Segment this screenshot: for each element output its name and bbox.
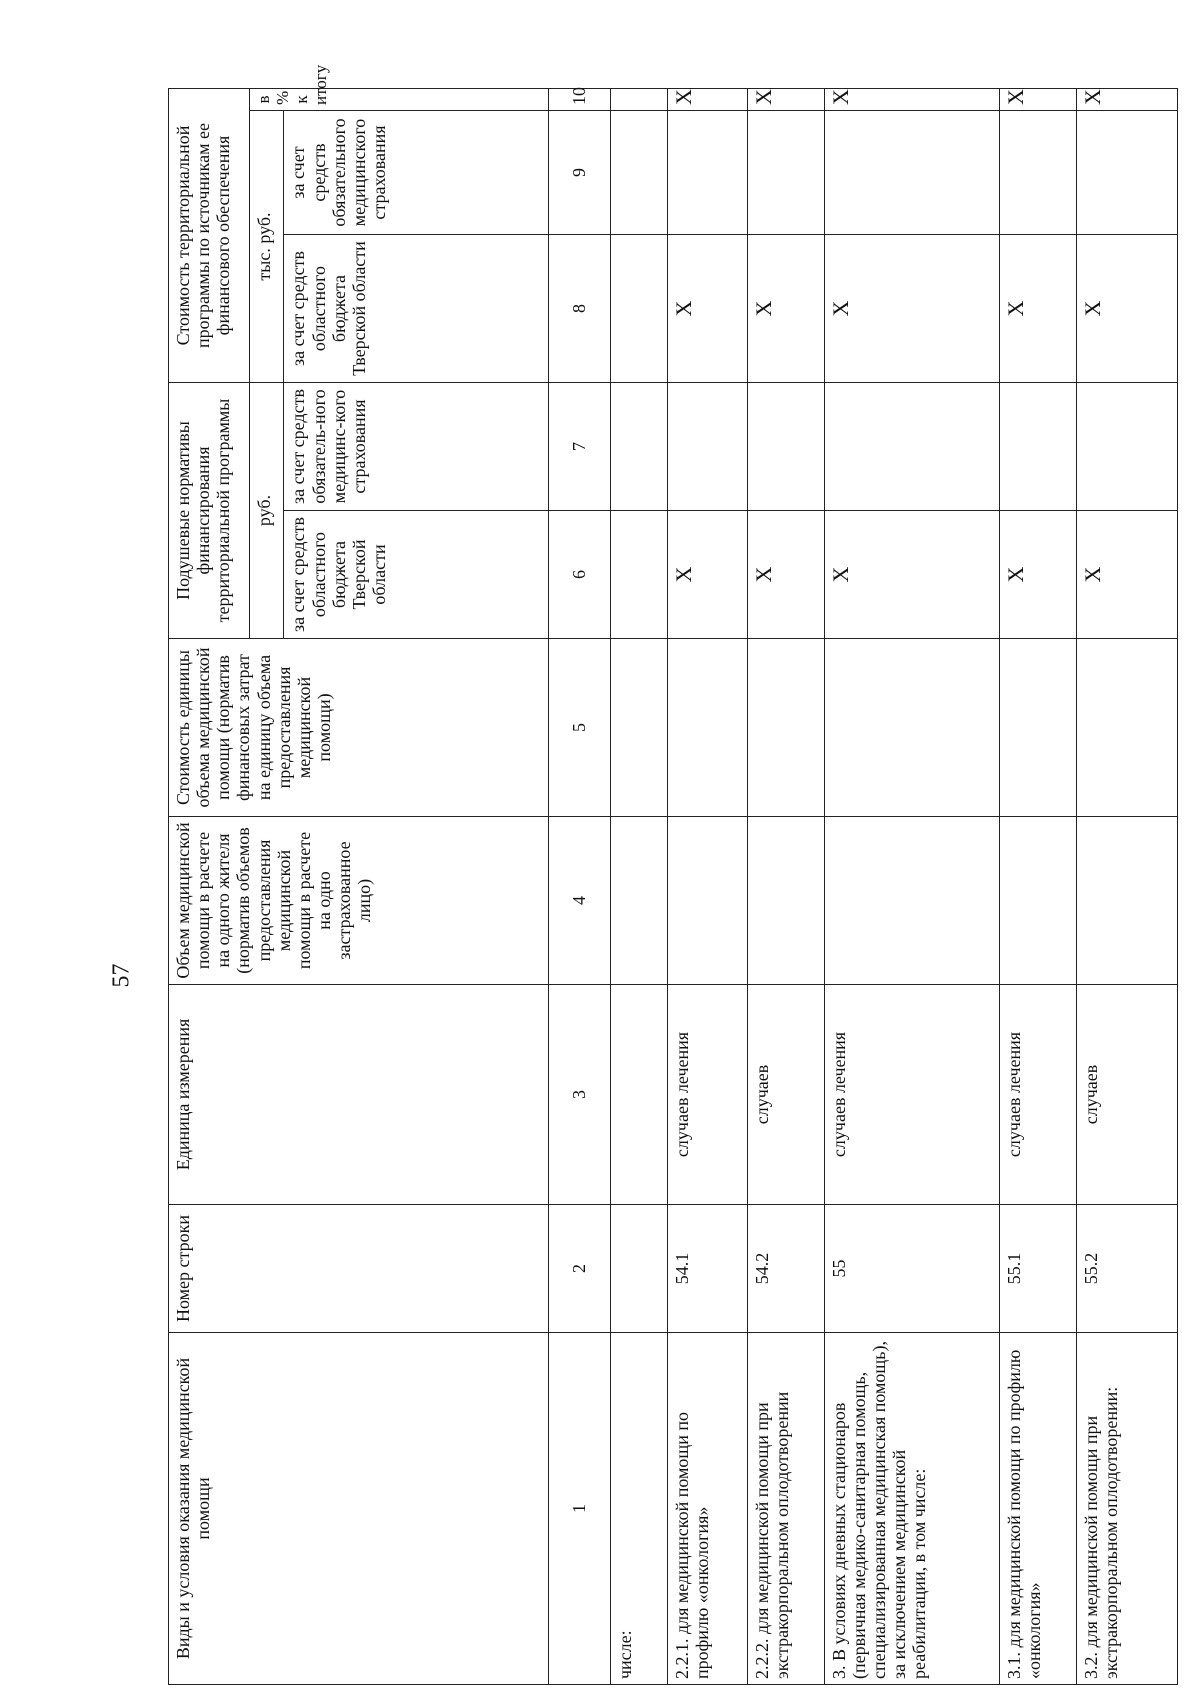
column-number: 3 xyxy=(548,985,610,1205)
row-c6: X xyxy=(667,511,747,639)
row-line-number: 55.2 xyxy=(1077,1205,1178,1333)
row-c10: X xyxy=(824,88,999,110)
header-col4: Объем медицинской помощи в расчете на одного жителя (норматив объемов предоставления медицинской помощи в расчете на одно застрахованное лицо) xyxy=(169,817,549,985)
continuation-text: числе: xyxy=(610,1333,667,1685)
table-row-continuation xyxy=(610,88,667,1684)
column-number: 6 xyxy=(548,511,610,639)
column-numbers-row xyxy=(548,88,610,1684)
row-c6: X xyxy=(1077,511,1178,639)
row-c8: X xyxy=(747,235,824,383)
header-row-1 xyxy=(169,88,250,1684)
table-row xyxy=(667,88,747,1684)
header-group-cost: Стоимость территориальной программы по источникам ее финансового обеспечения xyxy=(169,88,250,382)
row-c8: X xyxy=(824,235,999,383)
row-name: 3.1. для медицинской помощи по профилю «онкология» xyxy=(1000,1333,1077,1685)
column-number: 8 xyxy=(548,235,610,383)
header-col10: в % к итогу xyxy=(250,88,548,110)
row-unit: случаев лечения xyxy=(824,985,999,1205)
row-line-number: 55.1 xyxy=(1000,1205,1077,1333)
header-col2: Номер строки xyxy=(169,1205,549,1333)
row-line-number: 54.1 xyxy=(667,1205,747,1333)
header-col5: Стоимость единицы объема медицинской помощи (норматив финансовых затрат на единицу объема предоставления медицинской помощи) xyxy=(169,639,549,817)
column-number: 7 xyxy=(548,383,610,511)
row-c10: X xyxy=(667,88,747,110)
table-row xyxy=(824,88,999,1684)
row-name: 2.2.2. для медицинской помощи при экстракорпоральном оплодотворении xyxy=(747,1333,824,1685)
row-c6: X xyxy=(1000,511,1077,639)
page-number: 57 xyxy=(108,963,135,988)
column-number: 9 xyxy=(548,111,610,235)
header-group-norms: Подушевые нормативы финансирования территориальной программы xyxy=(169,383,250,639)
row-unit: случаев xyxy=(747,985,824,1205)
row-unit: случаев лечения xyxy=(1000,985,1077,1205)
row-c8: X xyxy=(1000,235,1077,383)
row-name: 3. В условиях дневных стационаров (первичная медико-санитарная помощь, специализированная медицинская помощь), за исключением медицинской реабилитации, в том числе: xyxy=(824,1333,999,1685)
table-row xyxy=(747,88,824,1684)
row-name: 3.2. для медицинской помощи при экстракорпоральном оплодотворении: xyxy=(1077,1333,1178,1685)
row-name: 2.2.1. для медицинской помощи по профилю «онкология» xyxy=(667,1333,747,1685)
rotated-table-container xyxy=(168,64,1178,1685)
header-col3: Единица измерения xyxy=(169,985,549,1205)
column-number: 5 xyxy=(548,639,610,817)
row-c10: X xyxy=(747,88,824,110)
row-c8: X xyxy=(667,235,747,383)
header-col6: за счет средств областного бюджета Тверской области xyxy=(284,511,548,639)
table-row xyxy=(1077,88,1178,1684)
financing-table xyxy=(168,64,1178,1685)
header-cost-unit: тыс. руб. xyxy=(250,111,284,383)
column-number: 1 xyxy=(548,1333,610,1685)
row-c6: X xyxy=(824,511,999,639)
header-col1: Виды и условия оказания медицинской помощи xyxy=(169,1333,549,1685)
row-line-number: 54.2 xyxy=(747,1205,824,1333)
table-row xyxy=(1000,88,1077,1684)
header-norms-unit: руб. xyxy=(250,383,284,639)
header-col7: за счет средств обязатель-ного медицинс-кого страхования xyxy=(284,383,548,511)
header-col8: за счет средств областного бюджета Тверской области xyxy=(284,235,548,383)
row-unit: случаев лечения xyxy=(667,985,747,1205)
row-line-number: 55 xyxy=(824,1205,999,1333)
row-c8: X xyxy=(1077,235,1178,383)
header-col9: за счет средств обязательного медицинского страхования xyxy=(284,111,548,235)
row-c10: X xyxy=(1000,88,1077,110)
row-unit: случаев xyxy=(1077,985,1178,1205)
row-c6: X xyxy=(747,511,824,639)
column-number: 2 xyxy=(548,1205,610,1333)
row-c10: X xyxy=(1077,88,1178,110)
column-number: 10 xyxy=(548,88,610,110)
column-number: 4 xyxy=(548,817,610,985)
